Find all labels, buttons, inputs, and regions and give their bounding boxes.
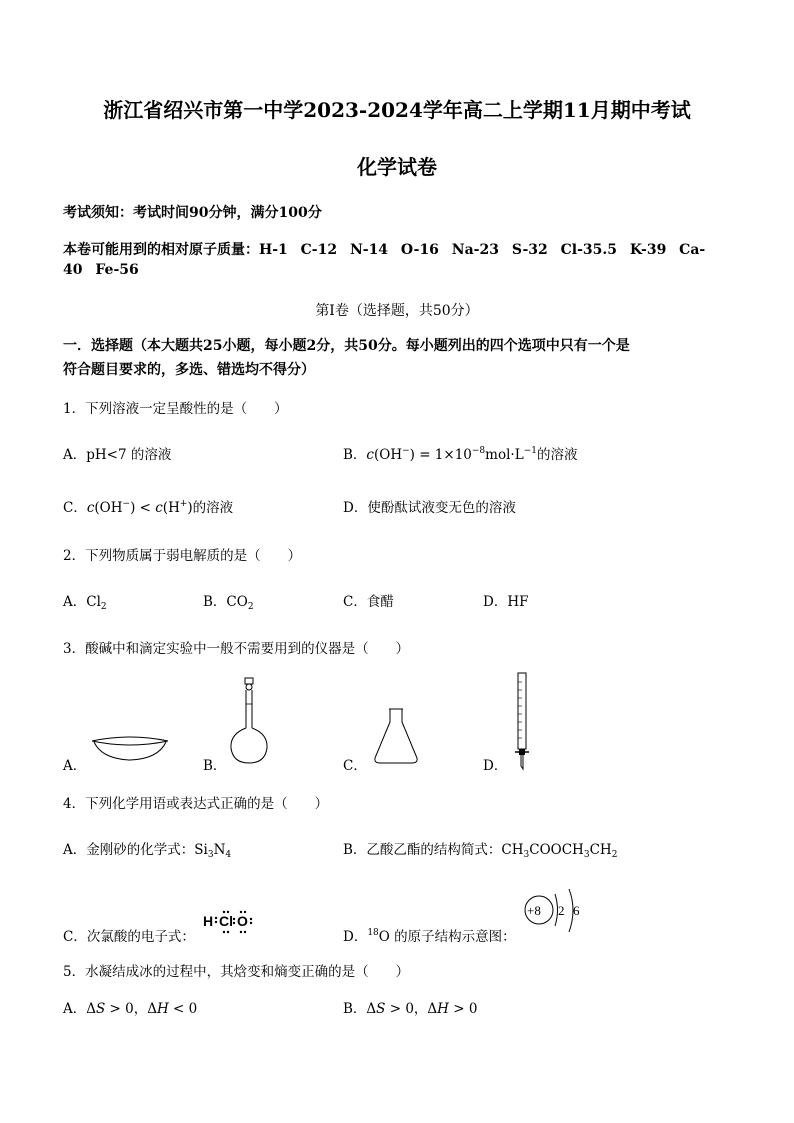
option-b-label: B． bbox=[343, 447, 367, 463]
exam-notice: 考试须知：考试时间90分钟，满分100分 bbox=[63, 205, 322, 221]
question-1-option-b: B．$c(OH^-) = 1\times 10^{-8}mol\cdot L^{-1}$的溶液 bbox=[343, 446, 578, 463]
evaporating-dish-icon bbox=[90, 733, 170, 763]
question-5-stem: 5．水凝结成冰的过程中，其焓变和熵变正确的是（ ） bbox=[63, 964, 410, 980]
atomic-mass-line-2: 40 Fe-56 bbox=[63, 262, 139, 278]
question-3-stem: 3．酸碱中和滴定实验中一般不需要用到的仪器是（ ） bbox=[63, 641, 410, 657]
svg-text:Cl: Cl bbox=[219, 913, 233, 929]
option-b-suffix: 的溶液 bbox=[536, 447, 578, 463]
question-2-option-a: A．$Cl_2$ bbox=[63, 594, 107, 612]
question-2-option-c: C．食醋 bbox=[343, 594, 394, 610]
svg-text:O: O bbox=[237, 913, 248, 929]
svg-text:H: H bbox=[203, 913, 214, 929]
burette-icon bbox=[512, 672, 532, 770]
question-1-option-c: C．c(OH−) < c(H+)的溶液 bbox=[63, 499, 234, 516]
question-5-option-b: B．ΔS > 0，ΔH > 0 bbox=[343, 1001, 478, 1017]
option-c-label: C． bbox=[63, 500, 87, 516]
section-instructions-2: 符合题目要求的，多选、错选均不得分） bbox=[63, 362, 315, 378]
page-title: 浙江省绍兴市第一中学2023-2024学年高二上学期11月期中考试 bbox=[103, 98, 691, 122]
question-4-option-c: C．次氯酸的电子式： bbox=[63, 929, 195, 945]
conical-flask-icon bbox=[372, 708, 420, 764]
svg-text:2: 2 bbox=[558, 903, 565, 918]
option-c-suffix: 的溶液 bbox=[192, 500, 234, 516]
question-2-option-b: B．$CO_2$ bbox=[203, 594, 254, 612]
volumetric-flask-icon bbox=[228, 678, 272, 764]
oxygen-atom-structure-diagram bbox=[522, 886, 588, 936]
section-instructions-1: 一．选择题（本大题共25小题，每小题2分，共50分。每小题列出的四个选项中只有一个是 bbox=[63, 338, 630, 354]
question-1-option-a: A．pH<7 的溶液 bbox=[63, 447, 172, 463]
question-2-stem: 2．下列物质属于弱电解质的是（ ） bbox=[63, 548, 302, 564]
atomic-mass-line-1: 本卷可能用到的相对原子质量：H-1 C-12 N-14 O-16 Na-23 S-32 Cl-35.5 K-39 Ca- bbox=[63, 242, 706, 258]
question-2-option-d: D．HF bbox=[483, 594, 529, 610]
question-3-option-a-label: A． bbox=[63, 758, 87, 774]
svg-text:+8: +8 bbox=[527, 903, 541, 918]
question-3-option-b-label: B． bbox=[203, 758, 227, 774]
question-4-option-b: B．乙酸乙酯的结构简式：$CH_3COOCH_3CH_2$ bbox=[343, 842, 618, 860]
question-5-option-a: A．ΔS > 0，ΔH < 0 bbox=[63, 1001, 198, 1017]
hypochlorous-acid-electron-formula bbox=[203, 908, 263, 936]
question-3-option-c-label: C． bbox=[343, 758, 367, 774]
question-1-option-d: D．使酚酞试液变无色的溶液 bbox=[343, 500, 516, 516]
page-subtitle: 化学试卷 bbox=[357, 155, 437, 179]
question-4-option-d: D．$^{18}$O 的原子结构示意图： bbox=[343, 928, 516, 945]
question-3-option-d-label: D． bbox=[483, 758, 508, 774]
question-4-option-a: A．金刚砂的化学式：$Si_3N_4$ bbox=[63, 842, 232, 860]
question-1-stem: 1．下列溶液一定呈酸性的是（ ） bbox=[63, 401, 288, 417]
volume-title: 第Ⅰ卷（选择题，共50分） bbox=[315, 303, 479, 319]
svg-text:6: 6 bbox=[573, 903, 580, 918]
question-4-stem: 4．下列化学用语或表达式正确的是（ ） bbox=[63, 796, 329, 812]
